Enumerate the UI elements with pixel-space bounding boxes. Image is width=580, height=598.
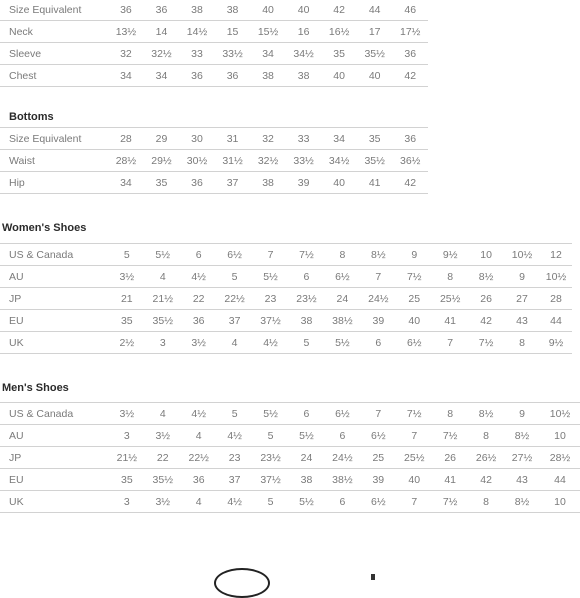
table-cell: 23 — [253, 288, 289, 310]
table-cell: 40 — [286, 0, 322, 21]
table-cell: 32 — [108, 43, 144, 65]
row-label: Neck — [0, 21, 108, 43]
table-cell: 40 — [357, 65, 393, 87]
table-cell: 7½ — [468, 332, 504, 354]
table-cell: 27½ — [504, 447, 540, 469]
table-cell: 6 — [360, 332, 396, 354]
table-cell: 2½ — [109, 332, 145, 354]
table-cell: 38 — [286, 65, 322, 87]
table-cell: 30½ — [179, 150, 215, 172]
row-label: Size Equivalent — [0, 128, 108, 150]
table-cell: 7 — [360, 403, 396, 425]
table-cell: 10 — [540, 491, 580, 513]
table-row — [0, 332, 572, 354]
table-cell: 39 — [360, 310, 396, 332]
table-cell: 44 — [357, 0, 393, 21]
table-cell: 5 — [217, 403, 253, 425]
table-cell: 9½ — [432, 244, 468, 266]
table-row — [0, 172, 428, 194]
table-cell: 34 — [321, 128, 357, 150]
table-cell: 4½ — [181, 403, 217, 425]
table-cell: 26 — [432, 447, 468, 469]
table-cell: 4½ — [253, 332, 289, 354]
table-row — [0, 43, 428, 65]
table-cell: 35½ — [357, 43, 393, 65]
table-cell: 5½ — [289, 491, 325, 513]
table-cell: 7 — [360, 266, 396, 288]
table-cell: 8 — [504, 332, 540, 354]
table-cell: 25½ — [396, 447, 432, 469]
table-cell: 33 — [179, 43, 215, 65]
table-cell: 34½ — [286, 43, 322, 65]
table-cell: 32½ — [250, 150, 286, 172]
table-cell: 10½ — [504, 244, 540, 266]
table-cell: 30 — [179, 128, 215, 150]
table-cell: 3 — [145, 332, 181, 354]
table-cell: 8 — [468, 491, 504, 513]
table-cell: 5½ — [145, 244, 181, 266]
table-cell: 15 — [215, 21, 251, 43]
table-cell: 33½ — [286, 150, 322, 172]
table-cell: 36½ — [392, 150, 428, 172]
row-label: AU — [0, 266, 109, 288]
table-cell: 29 — [144, 128, 180, 150]
table-cell: 17½ — [392, 21, 428, 43]
table-cell: 9 — [396, 244, 432, 266]
table-cell: 8½ — [360, 244, 396, 266]
row-label: AU — [0, 425, 109, 447]
table-cell: 4½ — [217, 491, 253, 513]
table-cell: 4 — [181, 425, 217, 447]
table-cell: 43 — [504, 469, 540, 491]
row-label: Waist — [0, 150, 108, 172]
table-cell: 25 — [360, 447, 396, 469]
table-cell: 6½ — [324, 403, 360, 425]
bottoms-heading: Bottoms — [9, 111, 54, 123]
table-cell: 5½ — [289, 425, 325, 447]
table-row — [0, 425, 580, 447]
table-cell: 6½ — [396, 332, 432, 354]
table-cell: 10 — [468, 244, 504, 266]
table-cell: 17 — [357, 21, 393, 43]
table-cell: 41 — [432, 469, 468, 491]
table-cell: 36 — [108, 0, 144, 21]
table-row — [0, 491, 580, 513]
table-cell: 8 — [468, 425, 504, 447]
table-cell: 4½ — [217, 425, 253, 447]
table-cell: 38½ — [324, 310, 360, 332]
table-cell: 35½ — [145, 310, 181, 332]
table-cell: 22½ — [217, 288, 253, 310]
table-cell: 7½ — [432, 491, 468, 513]
table-cell: 40 — [396, 469, 432, 491]
table-cell: 8½ — [468, 266, 504, 288]
table-cell: 7 — [432, 332, 468, 354]
table-cell: 26½ — [468, 447, 504, 469]
table-cell: 40 — [396, 310, 432, 332]
table-row — [0, 447, 580, 469]
table-cell: 8½ — [504, 491, 540, 513]
table-cell: 5 — [217, 266, 253, 288]
table-cell: 41 — [357, 172, 393, 194]
table-cell: 6½ — [360, 491, 396, 513]
table-cell: 6½ — [324, 266, 360, 288]
table-cell: 42 — [321, 0, 357, 21]
row-label: JP — [0, 447, 109, 469]
table-cell: 46 — [392, 0, 428, 21]
table-cell: 27 — [504, 288, 540, 310]
row-label: JP — [0, 288, 109, 310]
table-cell: 37 — [215, 172, 251, 194]
table-cell: 8½ — [468, 403, 504, 425]
table-cell: 42 — [392, 172, 428, 194]
mens-shoes-heading: Men's Shoes — [2, 382, 69, 394]
table-cell: 39 — [286, 172, 322, 194]
row-label: Size Equivalent — [0, 0, 108, 21]
table-row — [0, 21, 428, 43]
table-cell: 37½ — [253, 310, 289, 332]
table-cell: 7 — [396, 425, 432, 447]
table-cell: 10½ — [540, 403, 580, 425]
table-cell: 4 — [145, 266, 181, 288]
table-cell: 15½ — [250, 21, 286, 43]
table-row — [0, 310, 572, 332]
row-label: US & Canada — [0, 403, 109, 425]
table-cell: 38 — [250, 172, 286, 194]
table-cell: 38 — [215, 0, 251, 21]
table-cell: 36 — [392, 43, 428, 65]
table-cell: 36 — [392, 128, 428, 150]
table-cell: 33 — [286, 128, 322, 150]
table-cell: 43 — [504, 310, 540, 332]
row-label: UK — [0, 332, 109, 354]
table-row — [0, 403, 580, 425]
table-cell: 31 — [215, 128, 251, 150]
table-cell: 42 — [468, 469, 504, 491]
table-cell: 3½ — [181, 332, 217, 354]
womens-shoes-table — [0, 243, 572, 354]
table-cell: 10½ — [540, 266, 572, 288]
table-cell: 36 — [144, 0, 180, 21]
table-cell: 44 — [540, 469, 580, 491]
table-cell: 5 — [253, 491, 289, 513]
womens-shoes-heading: Women's Shoes — [2, 222, 87, 234]
table-cell: 32 — [250, 128, 286, 150]
mens-shoes-table — [0, 402, 580, 513]
table-cell: 34 — [108, 172, 144, 194]
table-cell: 38½ — [324, 469, 360, 491]
table-cell: 26 — [468, 288, 504, 310]
table-cell: 28½ — [108, 150, 144, 172]
table-cell: 40 — [250, 0, 286, 21]
table-row — [0, 469, 580, 491]
table-cell: 7½ — [396, 266, 432, 288]
table-row — [0, 266, 572, 288]
table-cell: 6 — [324, 425, 360, 447]
table-cell: 9½ — [540, 332, 572, 354]
table-cell: 37 — [217, 310, 253, 332]
table-cell: 35 — [357, 128, 393, 150]
row-label: Hip — [0, 172, 108, 194]
table-cell: 3 — [109, 491, 145, 513]
table-cell: 36 — [179, 65, 215, 87]
table-row — [0, 65, 428, 87]
table-cell: 7½ — [288, 244, 324, 266]
table-cell: 34 — [108, 65, 144, 87]
table-cell: 25½ — [432, 288, 468, 310]
row-label: EU — [0, 469, 109, 491]
table-cell: 35 — [321, 43, 357, 65]
table-cell: 36 — [181, 310, 217, 332]
table-cell: 8½ — [504, 425, 540, 447]
table-cell: 21½ — [109, 447, 145, 469]
table-cell: 42 — [468, 310, 504, 332]
tops-table — [0, 0, 428, 87]
table-cell: 9 — [504, 266, 540, 288]
table-cell: 38 — [179, 0, 215, 21]
table-cell: 24½ — [324, 447, 360, 469]
table-cell: 16½ — [321, 21, 357, 43]
table-cell: 23½ — [288, 288, 324, 310]
table-cell: 44 — [540, 310, 572, 332]
table-cell: 3½ — [109, 266, 145, 288]
table-cell: 42 — [392, 65, 428, 87]
table-cell: 36 — [181, 469, 217, 491]
table-cell: 6 — [324, 491, 360, 513]
table-cell: 6½ — [360, 425, 396, 447]
table-cell: 38 — [289, 469, 325, 491]
table-cell: 24 — [289, 447, 325, 469]
table-cell: 12 — [540, 244, 572, 266]
table-cell: 33½ — [215, 43, 251, 65]
table-cell: 36 — [215, 65, 251, 87]
table-row — [0, 244, 572, 266]
row-label: UK — [0, 491, 109, 513]
row-label: US & Canada — [0, 244, 109, 266]
table-cell: 37 — [217, 469, 253, 491]
table-row — [0, 128, 428, 150]
table-cell: 4½ — [181, 266, 217, 288]
row-label: Sleeve — [0, 43, 108, 65]
table-cell: 7 — [396, 491, 432, 513]
table-cell: 10 — [540, 425, 580, 447]
table-cell: 5½ — [324, 332, 360, 354]
brand-logo — [214, 568, 270, 598]
table-cell: 5½ — [253, 403, 289, 425]
table-cell: 24 — [324, 288, 360, 310]
table-cell: 22½ — [181, 447, 217, 469]
table-cell: 23½ — [253, 447, 289, 469]
table-cell: 5½ — [253, 266, 289, 288]
bottoms-table — [0, 127, 428, 194]
table-cell: 3 — [109, 425, 145, 447]
table-cell: 3½ — [145, 425, 181, 447]
table-cell: 14½ — [179, 21, 215, 43]
table-cell: 21½ — [145, 288, 181, 310]
table-cell: 5 — [253, 425, 289, 447]
table-cell: 29½ — [144, 150, 180, 172]
table-cell: 7 — [253, 244, 289, 266]
table-cell: 41 — [432, 310, 468, 332]
table-cell: 3½ — [145, 491, 181, 513]
table-cell: 38 — [288, 310, 324, 332]
row-label: EU — [0, 310, 109, 332]
brand-logo-mark — [371, 574, 375, 580]
table-cell: 6½ — [217, 244, 253, 266]
table-cell: 28 — [108, 128, 144, 150]
table-cell: 35½ — [145, 469, 181, 491]
table-cell: 5 — [288, 332, 324, 354]
row-label: Chest — [0, 65, 108, 87]
table-cell: 36 — [179, 172, 215, 194]
table-cell: 14 — [144, 21, 180, 43]
table-cell: 34 — [144, 65, 180, 87]
table-cell: 6 — [288, 266, 324, 288]
table-cell: 40 — [321, 65, 357, 87]
table-cell: 6 — [181, 244, 217, 266]
table-row — [0, 288, 572, 310]
table-cell: 8 — [432, 403, 468, 425]
table-cell: 4 — [145, 403, 181, 425]
table-cell: 22 — [181, 288, 217, 310]
table-cell: 4 — [217, 332, 253, 354]
table-cell: 7½ — [432, 425, 468, 447]
table-cell: 13½ — [108, 21, 144, 43]
table-cell: 34½ — [321, 150, 357, 172]
table-cell: 35 — [144, 172, 180, 194]
table-cell: 28 — [540, 288, 572, 310]
table-cell: 34 — [250, 43, 286, 65]
table-cell: 38 — [250, 65, 286, 87]
table-cell: 3½ — [109, 403, 145, 425]
table-cell: 16 — [286, 21, 322, 43]
table-cell: 4 — [181, 491, 217, 513]
table-cell: 31½ — [215, 150, 251, 172]
table-cell: 23 — [217, 447, 253, 469]
table-cell: 24½ — [360, 288, 396, 310]
table-row — [0, 150, 428, 172]
table-cell: 21 — [109, 288, 145, 310]
table-cell: 7½ — [396, 403, 432, 425]
table-cell: 37½ — [253, 469, 289, 491]
table-cell: 8 — [324, 244, 360, 266]
table-cell: 35½ — [357, 150, 393, 172]
table-cell: 39 — [360, 469, 396, 491]
table-cell: 9 — [504, 403, 540, 425]
table-cell: 28½ — [540, 447, 580, 469]
table-row — [0, 0, 428, 21]
table-cell: 6 — [289, 403, 325, 425]
table-cell: 32½ — [144, 43, 180, 65]
table-cell: 22 — [145, 447, 181, 469]
table-cell: 40 — [321, 172, 357, 194]
table-cell: 25 — [396, 288, 432, 310]
table-cell: 5 — [109, 244, 145, 266]
table-cell: 8 — [432, 266, 468, 288]
table-cell: 35 — [109, 469, 145, 491]
table-cell: 35 — [109, 310, 145, 332]
